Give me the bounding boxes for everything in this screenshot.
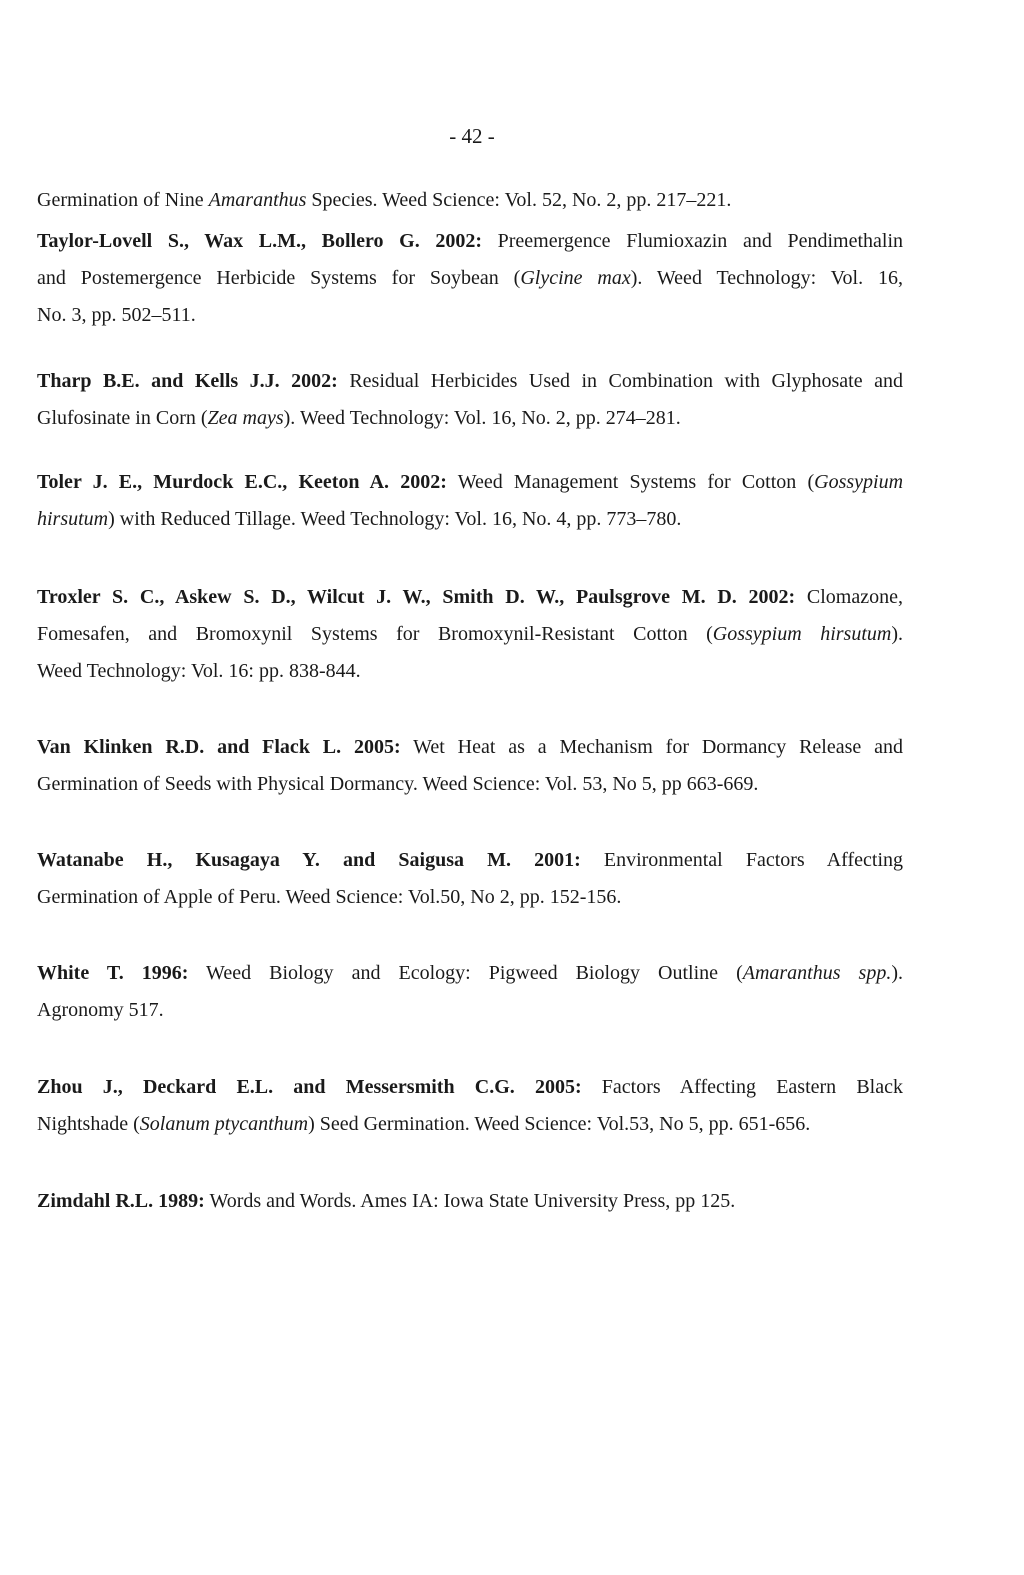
species-name: Zea mays [207, 407, 284, 429]
reference-authors: Tharp B.E. and Kells J.J. 2002: [37, 370, 338, 392]
reference-line [37, 1069, 903, 1106]
reference-line [37, 400, 903, 437]
species-name: Amaranthus [208, 189, 307, 211]
reference-line [37, 579, 903, 616]
reference-text: Environmental Factors Affecting [580, 849, 903, 871]
reference-text: Clomazone, [795, 586, 903, 608]
reference-line [37, 464, 903, 501]
reference-entry [37, 1183, 903, 1220]
reference-line [37, 260, 903, 297]
species-name: Solanum ptycanthum [139, 1113, 309, 1135]
reference-text: Germination of Seeds with Physical Dormancy. Weed Science: Vol. 53, No 5, pp 663-669. [37, 773, 759, 795]
reference-authors: Troxler S. C., Askew S. D., Wilcut J. W., Smith D. W., Paulsgrove M. D. 2002: [37, 586, 796, 608]
reference-text: Fomesafen, and Bromoxynil Systems for Bromoxynil-Resistant Cotton ( [37, 623, 713, 645]
reference-text: ). Weed Technology: Vol. 16, [630, 267, 903, 289]
reference-line [37, 842, 903, 879]
reference-authors: Taylor-Lovell S., Wax L.M., Bollero G. 2002: [37, 230, 482, 252]
reference-line [37, 653, 903, 690]
reference-line [37, 729, 903, 766]
reference-text: ) with Reduced Tillage. Weed Technology: Vol. 16, No. 4, pp. 773–780. [108, 508, 682, 530]
reference-entry [37, 182, 903, 219]
reference-text: ). [891, 962, 903, 984]
species-name: Gossypium [814, 471, 904, 493]
reference-entry [37, 363, 903, 437]
reference-text: Agronomy 517. [37, 999, 164, 1021]
reference-entry [37, 842, 903, 916]
reference-line [37, 1183, 903, 1220]
species-name: Amaranthus spp. [742, 962, 892, 984]
reference-line [37, 363, 903, 400]
reference-line [37, 182, 903, 219]
reference-entry [37, 729, 903, 803]
reference-text: Weed Management Systems for Cotton ( [446, 471, 815, 493]
reference-line [37, 955, 903, 992]
reference-text: Germination of Nine [37, 189, 209, 211]
reference-text: Glufosinate in Corn ( [37, 407, 208, 429]
species-name: Gossypium hirsutum [712, 623, 892, 645]
reference-text: ). Weed Technology: Vol. 16, No. 2, pp. 274–281. [283, 407, 681, 429]
reference-text: ). [891, 623, 903, 645]
reference-line [37, 992, 903, 1029]
reference-entry [37, 464, 903, 538]
reference-text: Species. Weed Science: Vol. 52, No. 2, pp. 217–221. [306, 189, 732, 211]
reference-text: Nightshade ( [37, 1113, 140, 1135]
reference-authors: Toler J. E., Murdock E.C., Keeton A. 2002: [37, 471, 447, 493]
reference-text: Wet Heat as a Mechanism for Dormancy Release and [400, 736, 904, 758]
reference-entry [37, 579, 903, 690]
reference-authors: Zimdahl R.L. 1989: [37, 1190, 205, 1212]
reference-text: and Postemergence Herbicide Systems for Soybean ( [37, 267, 521, 289]
reference-line [37, 223, 903, 260]
reference-line [37, 297, 903, 334]
reference-text: Weed Biology and Ecology: Pigweed Biology Outline ( [188, 962, 743, 984]
reference-authors: Watanabe H., Kusagaya Y. and Saigusa M. 2001: [37, 849, 581, 871]
reference-text: Germination of Apple of Peru. Weed Science: Vol.50, No 2, pp. 152-156. [37, 886, 622, 908]
reference-text: Factors Affecting Eastern Black [581, 1076, 903, 1098]
reference-line [37, 616, 903, 653]
reference-authors: Van Klinken R.D. and Flack L. 2005: [37, 736, 401, 758]
reference-line [37, 766, 903, 803]
reference-line [37, 1106, 903, 1143]
reference-text: Residual Herbicides Used in Combination with Glyphosate and [337, 370, 903, 392]
reference-line [37, 879, 903, 916]
species-name: Glycine max [520, 267, 631, 289]
reference-text: Weed Technology: Vol. 16: pp. 838-844. [37, 660, 361, 682]
species-name: hirsutum [37, 508, 109, 530]
page-number: - 42 - [449, 124, 495, 148]
reference-authors: Zhou J., Deckard E.L. and Messersmith C.G. 2005: [37, 1076, 582, 1098]
reference-text: ) Seed Germination. Weed Science: Vol.53, No 5, pp. 651-656. [308, 1113, 811, 1135]
reference-entry [37, 223, 903, 334]
reference-line [37, 501, 903, 538]
reference-text: No. 3, pp. 502–511. [37, 304, 196, 326]
reference-text: Words and Words. Ames IA: Iowa State University Press, pp 125. [204, 1190, 736, 1212]
reference-authors: White T. 1996: [37, 962, 189, 984]
reference-entry [37, 955, 903, 1029]
reference-entry [37, 1069, 903, 1143]
reference-text: Preemergence Flumioxazin and Pendimethalin [482, 230, 903, 252]
